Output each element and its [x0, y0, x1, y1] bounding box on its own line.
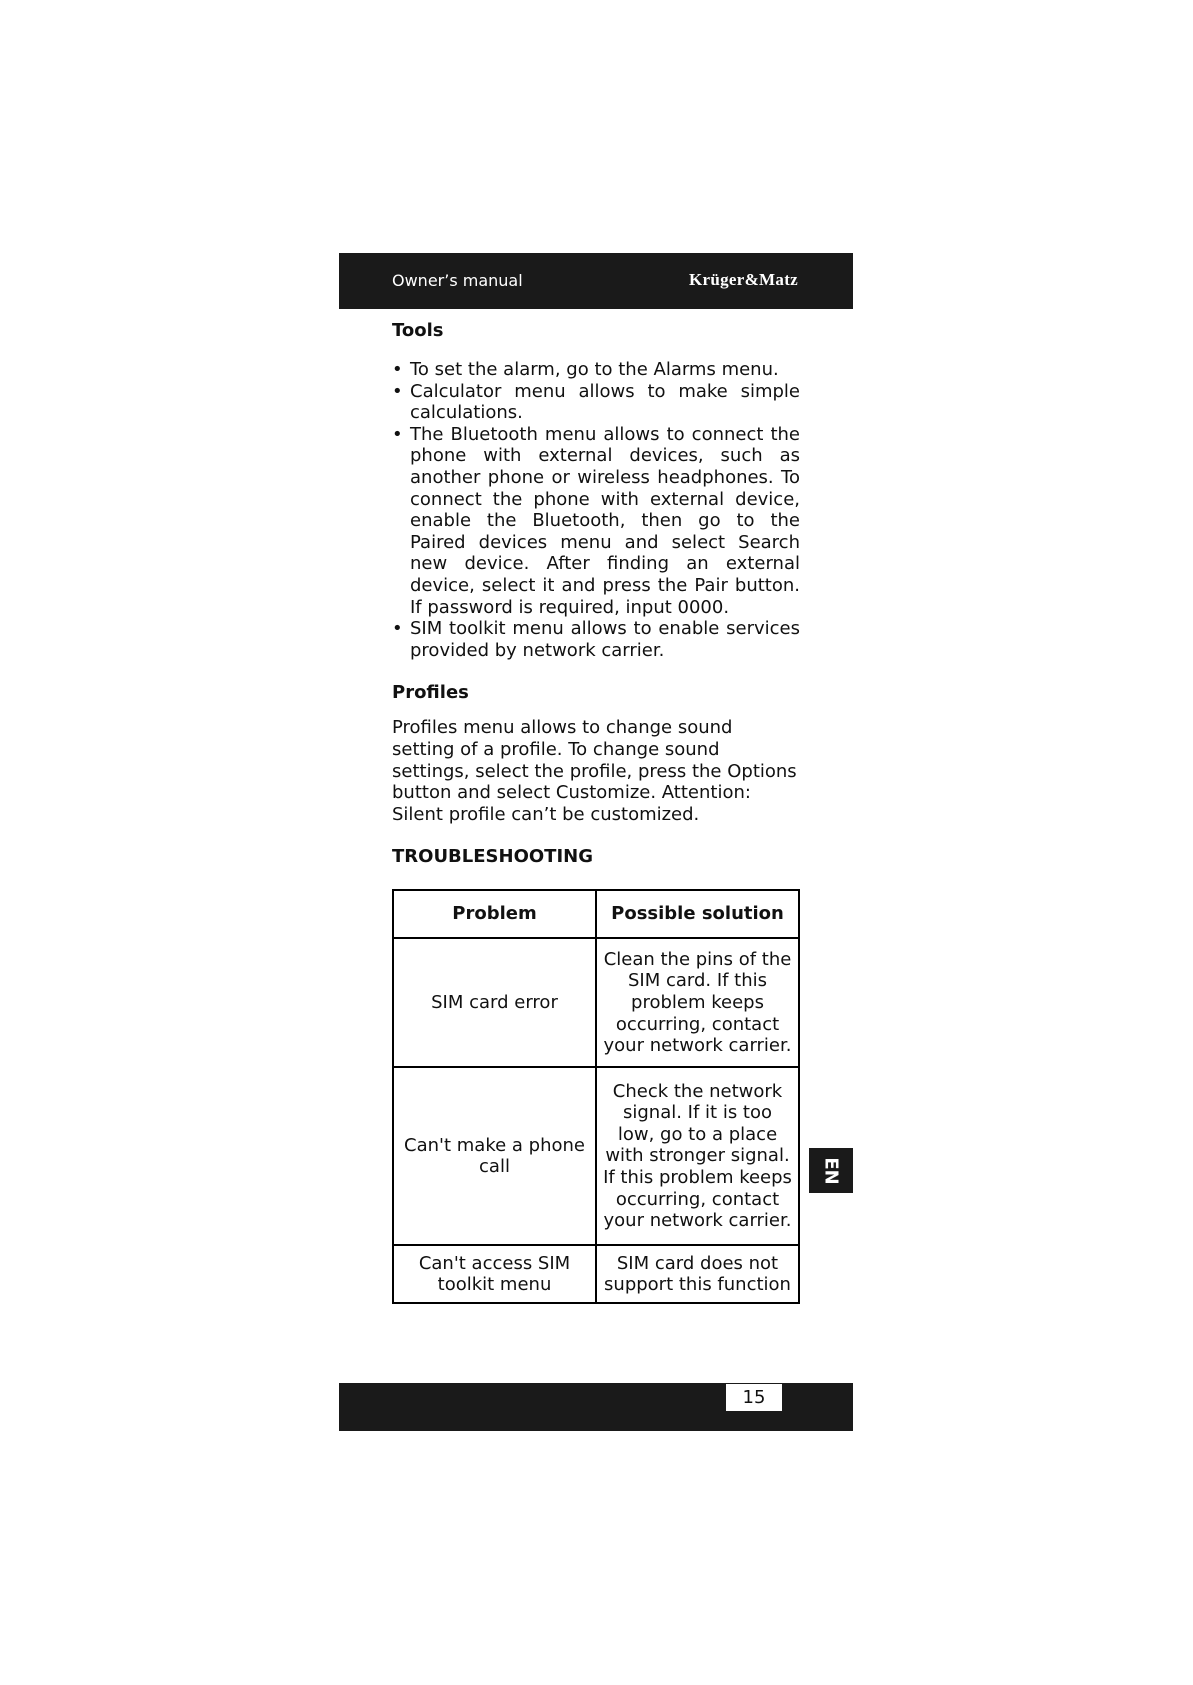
troubleshooting-heading: TROUBLESHOOTING: [392, 846, 593, 868]
list-item: [392, 381, 800, 424]
table-row: [393, 1245, 799, 1303]
header-bar: [339, 253, 853, 309]
problem-cell: Can't access SIM toolkit menu: [393, 1245, 596, 1303]
profiles-section: [392, 679, 800, 825]
troubleshooting-section: [392, 843, 800, 1304]
list-item-text: The Bluetooth menu allows to connect the phone with external devices, such as another phone or wireless headphones. To connect the phone with external device, enable the Bluetooth, then go to the Paired devices menu and select Search new device. After finding an external device, select it and press the Pair button. If password is required, input 0000.: [410, 423, 800, 618]
problem-cell: SIM card error: [393, 938, 596, 1067]
list-item-text: SIM toolkit menu allows to enable services provided by network carrier.: [410, 618, 800, 661]
table-row: [393, 938, 799, 1067]
profiles-heading: Profiles: [392, 682, 469, 704]
footer-bar: [339, 1383, 853, 1431]
language-tab: [809, 1148, 853, 1193]
solution-cell: Check the network signal. If it is too low, go to a place with stronger signal. If this problem keeps occurring, contact your network carrier.: [596, 1067, 799, 1245]
column-header-problem: Problem: [393, 890, 596, 938]
language-label: EN: [820, 1156, 842, 1185]
page-number: 15: [726, 1384, 782, 1411]
table-row: [393, 1067, 799, 1245]
tools-list: [392, 359, 800, 661]
list-item-text: Calculator menu allows to make simple calculations.: [410, 380, 800, 424]
bullet-icon: •: [392, 359, 403, 380]
brand-logo: Krüger&Matz: [688, 270, 798, 289]
page-content: [392, 317, 800, 1304]
list-item: [392, 359, 800, 381]
list-item: [392, 618, 800, 661]
list-item-text: To set the alarm, go to the Alarms menu.: [410, 359, 779, 380]
problem-cell: Can't make a phone call: [393, 1067, 596, 1245]
table-header-row: [393, 890, 799, 938]
solution-cell: Clean the pins of the SIM card. If this problem keeps occurring, contact your network carrier.: [596, 938, 799, 1067]
tools-heading: Tools: [392, 320, 444, 341]
column-header-solution: Possible solution: [596, 890, 799, 938]
bullet-icon: •: [392, 423, 403, 445]
bullet-icon: •: [392, 618, 403, 640]
profiles-text: Profiles menu allows to change sound setting of a profile. To change sound settings, select the profile, press the Options button and select Customize. Attention: Silent profile can’t be customized.: [392, 717, 797, 825]
header-title: Owner’s manual: [392, 271, 523, 290]
troubleshooting-table: [392, 889, 800, 1304]
solution-cell: SIM card does not support this function: [596, 1245, 799, 1303]
list-item: [392, 424, 800, 618]
bullet-icon: •: [392, 380, 403, 402]
